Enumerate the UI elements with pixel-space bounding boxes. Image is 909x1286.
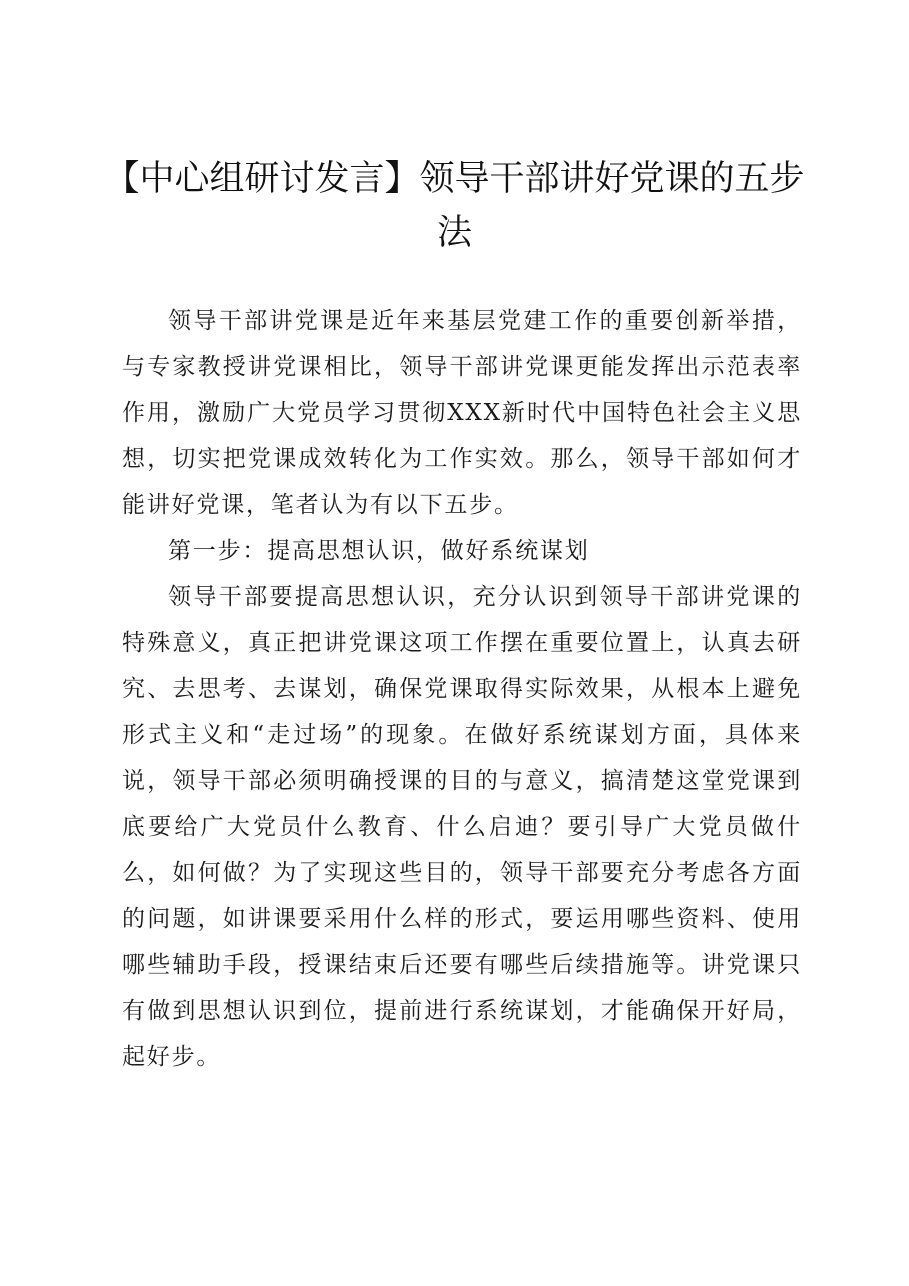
document-title: 【中心组研讨发言】领导干部讲好党课的五步法: [104, 159, 805, 253]
document-body: [122, 298, 802, 1080]
intro-paragraph: 领导干部讲党课是近年来基层党建工作的重要创新举措，与专家教授讲党课相比，领导干部讲党课更能发挥出示范表率作用，激励广大党员学习贯彻XXX新时代中国特色社会主义思想，切实把党课成效转化为工作实效。那么，领导干部如何才能讲好党课，笔者认为有以下五步。: [122, 308, 802, 518]
section-heading-step-one: 第一步：提高思想认识，做好系统谋划: [168, 538, 590, 564]
step-one-paragraph: 领导干部要提高思想认识，充分认识到领导干部讲党课的特殊意义，真正把讲党课这项工作摆在重要位置上，认真去研究、去思考、去谋划，确保党课取得实际效果，从根本上避免形式主义和“走过场”的现象。在做好系统谋划方面，具体来说，领导干部必须明确授课的目的与意义，搞清楚这堂党课到底要给广大党员什么教育、什么启迪？要引导广大党员做什么，如何做？为了实现这些目的，领导干部要充分考虑各方面的问题，如讲课要采用什么样的形式，要运用哪些资料、使用哪些辅助手段，授课结束后还要有哪些后续措施等。讲党课只有做到思想认识到位，提前进行系统谋划，才能确保开好局，起好步。: [122, 584, 802, 1070]
